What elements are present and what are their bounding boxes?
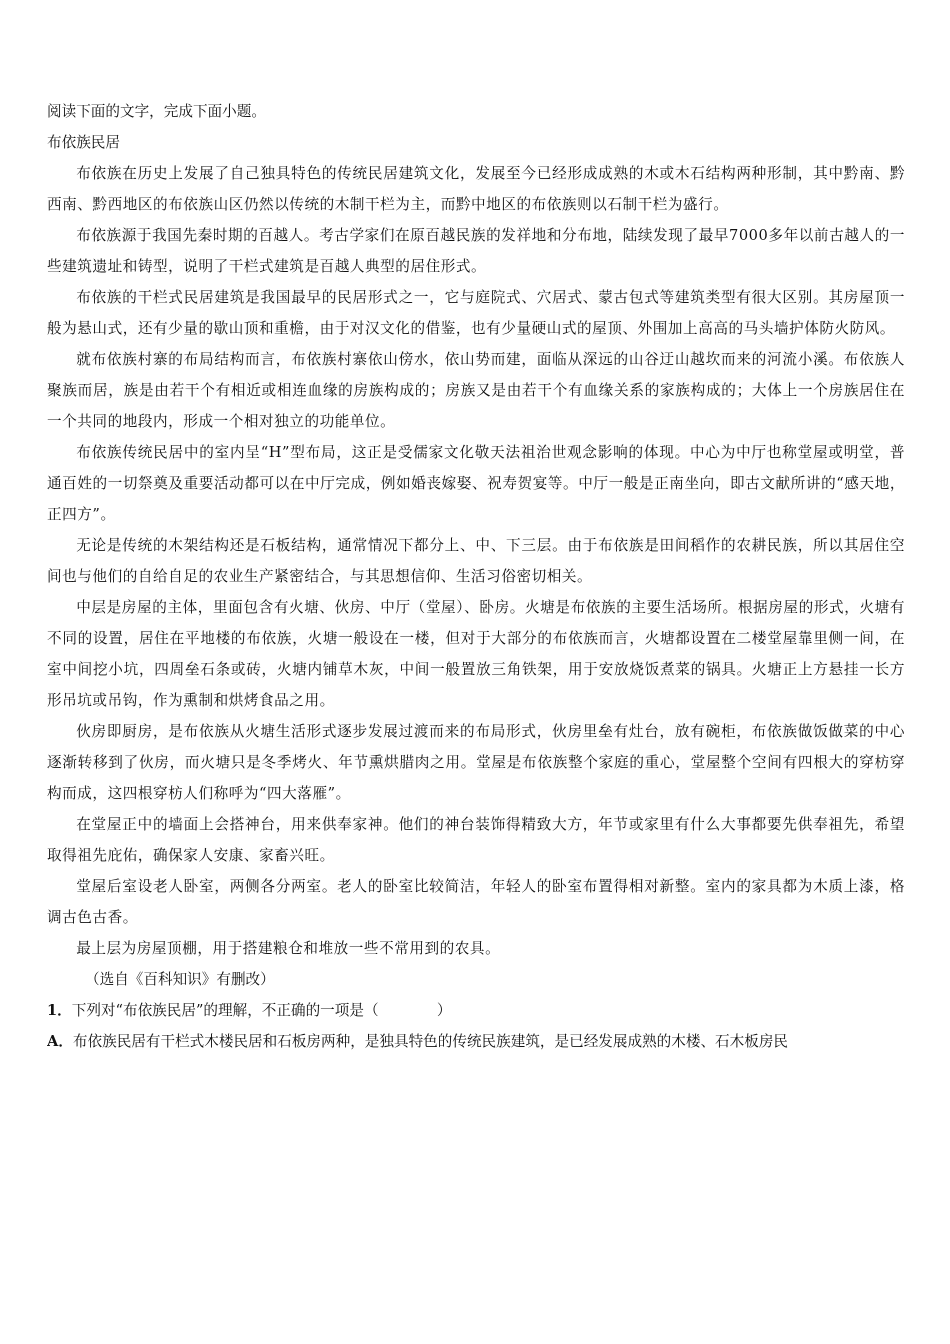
question-1 [47,995,905,1026]
paragraph-8: 伙房即厨房，是布依族从火塘生活形式逐步发展过渡而来的布局形式，伙房里垒有灶台，放有碗柜，布依族做饭做菜的中心逐渐转移到了伙房，而火塘只是冬季烤火、年节熏烘腊肉之用。堂屋是布依族整个家庭的重心，堂屋整个空间有四根大的穿枋穿构而成，这四根穿枋人们称呼为“四大落雁”。 [47,723,905,802]
reading-instruction: 阅读下面的文字，完成下面小题。 [47,103,266,120]
option-a-letter: A． [47,1033,73,1050]
question-text: 下列对“布依族民居”的理解，不正确的一项是（ ） [71,1002,452,1019]
paragraph-5: 布依族传统民居中的室内呈“H”型布局，这正是受儒家文化敬天法祖治世观念影响的体现。中心为中厅也称堂屋或明堂，普通百姓的一切祭奠及重要活动都可以在中厅完成，例如婚丧嫁娶、祝寿贺宴等。中厅一般是正南坐向，即古文献所讲的“感天地，正四方”。 [47,444,905,523]
document-page [47,96,905,1057]
paragraph-3: 布依族的干栏式民居建筑是我国最早的民居形式之一，它与庭院式、穴居式、蒙古包式等建筑类型有很大区别。其房屋顶一般为悬山式，还有少量的歇山顶和重檐，由于对汉文化的借鉴，也有少量硬山式的屋顶、外围加上高高的马头墙护体防火防风。 [47,289,905,337]
question-number: 1． [47,1002,72,1019]
paragraph-6: 无论是传统的木架结构还是石板结构，通常情况下都分上、中、下三层。由于布依族是田间稻作的农耕民族，所以其居住空间也与他们的自给自足的农业生产紧密结合，与其思想信仰、生活习俗密切相关。 [47,537,905,585]
source-citation: （选自《百科知识》有删改） [85,971,275,988]
option-a [47,1026,905,1057]
paragraph-10: 堂屋后室设老人卧室，两侧各分两室。老人的卧室比较简洁，年轻人的卧室布置得相对新整。室内的家具都为木质上漆，格调古色古香。 [47,878,905,926]
paragraph-2: 布依族源于我国先秦时期的百越人。考古学家们在原百越民族的发祥地和分布地，陆续发现了最早7000多年以前古越人的一些建筑遗址和铸型，说明了干栏式建筑是百越人典型的居住形式。 [47,227,905,275]
paragraph-9: 在堂屋正中的墙面上会搭神台，用来供奉家神。他们的神台装饰得精致大方，年节或家里有什么大事都要先供奉祖先，希望取得祖先庇佑，确保家人安康、家畜兴旺。 [47,816,905,864]
paragraph-4: 就布依族村寨的布局结构而言，布依族村寨依山傍水，依山势而建，面临从深远的山谷迂山越坎而来的河流小溪。布依族人聚族而居，族是由若干个有相近或相连血缘的房族构成的；房族又是由若干个有血缘关系的家族构成的；大体上一个房族居住在一个共同的地段内，形成一个相对独立的功能单位。 [47,351,905,430]
paragraph-11: 最上层为房屋顶棚，用于搭建粮仓和堆放一些不常用到的农具。 [76,940,501,957]
paragraph-7: 中层是房屋的主体，里面包含有火塘、伙房、中厅（堂屋）、卧房。火塘是布依族的主要生活场所。根据房屋的形式，火塘有不同的设置，居住在平地楼的布依族，火塘一般设在一楼，但对于大部分的布依族而言，火塘都设置在二楼堂屋靠里侧一间，在室中间挖小坑，四周垒石条或砖，火塘内铺草木灰，中间一般置放三角铁架，用于安放烧饭煮菜的锅具。火塘正上方悬挂一长方形吊坑或吊钩，作为熏制和烘烤食品之用。 [47,599,905,709]
article-title: 布依族民居 [47,134,120,151]
paragraph-1: 布依族在历史上发展了自己独具特色的传统民居建筑文化，发展至今已经形成成熟的木或木石结构两种形制，其中黔南、黔西南、黔西地区的布依族山区仍然以传统的木制干栏为主，而黔中地区的布依族则以石制干栏为盛行。 [47,165,905,213]
option-a-text: 布依族民居有干栏式木楼民居和石板房两种，是独具特色的传统民族建筑，是已经发展成熟的木楼、石木板房民 [72,1033,789,1050]
